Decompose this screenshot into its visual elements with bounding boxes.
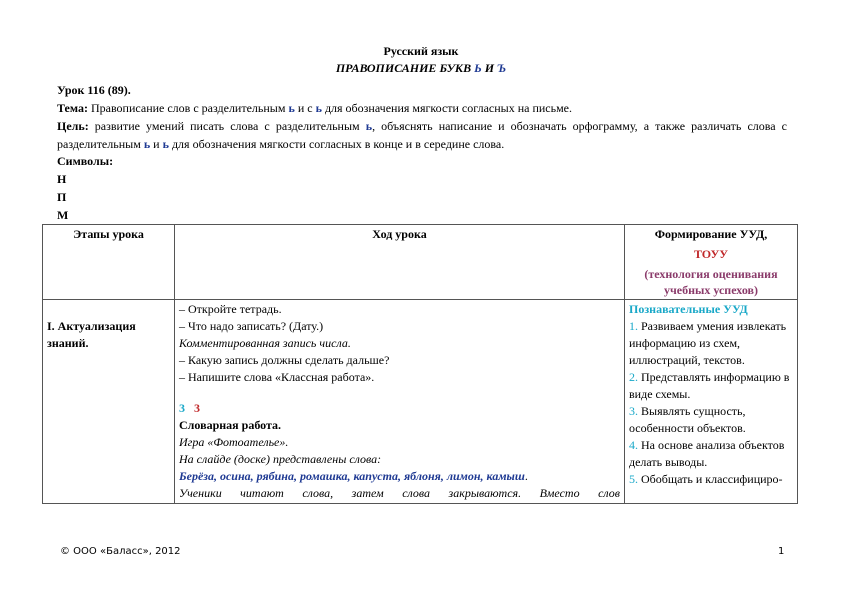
header-touu: ТОУУ [693, 247, 729, 261]
flow-line-3: Комментированная запись числа. [179, 336, 351, 350]
page-number: 1 [778, 546, 785, 557]
game-name: Игра «Фотоателье». [179, 435, 289, 449]
flow-line-2: – Что надо записать? (Дату.) [179, 319, 324, 333]
subject-title: Русский язык [383, 44, 459, 58]
uud-item: 4. На основе анализа объектов делать выводы. [629, 438, 785, 469]
lesson-plan-table [42, 224, 798, 504]
lesson-title [0, 61, 842, 76]
uud-item: 5. Обобщать и классифициро- [629, 472, 783, 486]
vocab-work-heading: Словарная работа. [179, 418, 282, 432]
word-list: Берёза, осина, рябина, ромашка, капуста, яблоня, лимон, камыш. [179, 469, 528, 483]
header-uud: Формирование УУД, ТОУУ (технология оценивания учебных успехов) [625, 225, 798, 300]
stage-cell: I. Актуализация знаний. [43, 300, 175, 504]
uud-item: 3. Выявлять сущность, особенности объектов. [629, 404, 746, 435]
header-technology: (технология оценивания учебных успехов) [644, 267, 778, 297]
lesson-topic: Тема: Правописание слов с разделительным ь и с ь для обозначения мягкости согласных на письме. [57, 101, 573, 115]
symbol-p: П [57, 190, 67, 204]
topic-label: Тема: [57, 101, 88, 115]
lesson-flow-cell [175, 300, 625, 504]
mark-symbols: 3 3 [179, 401, 200, 415]
uud-title: Познавательные УУД [629, 302, 748, 316]
title-hard-sign: Ъ [497, 61, 507, 75]
symbol-m: М [57, 208, 69, 222]
symbols-label: Символы: [57, 154, 114, 168]
title-prefix: ПРАВОПИСАНИЕ БУКВ [335, 61, 475, 75]
header-stages: Этапы урока [43, 225, 175, 300]
flow-line-5: – Напишите слова «Классная работа». [179, 370, 375, 384]
title-soft-sign: Ь [474, 61, 482, 75]
table-row [43, 300, 798, 504]
uud-item: 1. Развиваем умения извлекать информацию из схем, иллюстраций, текстов. [629, 319, 787, 367]
uud-cell [625, 300, 798, 504]
uud-item: 2. Представлять информацию в виде схемы. [629, 370, 790, 401]
flow-line-1: – Откройте тетрадь. [179, 302, 282, 316]
flow-line-4: – Какую запись должны сделать дальше? [179, 353, 390, 367]
symbol-n: Н [57, 172, 67, 186]
title-and: И [481, 61, 498, 75]
flow-line-10: Ученики читают слова, затем слова закрываются. Вместо слов [179, 486, 620, 500]
lesson-goal: Цель: развитие умений писать слова с разделительным ь, объяснять написание и обозначать орфограмму, а также различать слова с разделительным ь и ь для обозначения мягкости согласных в конце и в середине слова. [57, 119, 788, 151]
table-header-row [43, 225, 798, 300]
slide-note: На слайде (доске) представлены слова: [179, 452, 382, 466]
lesson-number: Урок 116 (89). [57, 83, 131, 97]
goal-label: Цель: [57, 119, 89, 133]
copyright-footer: © ООО «Баласс», 2012 [60, 546, 181, 557]
header-lesson-flow: Ход урока [175, 225, 625, 300]
